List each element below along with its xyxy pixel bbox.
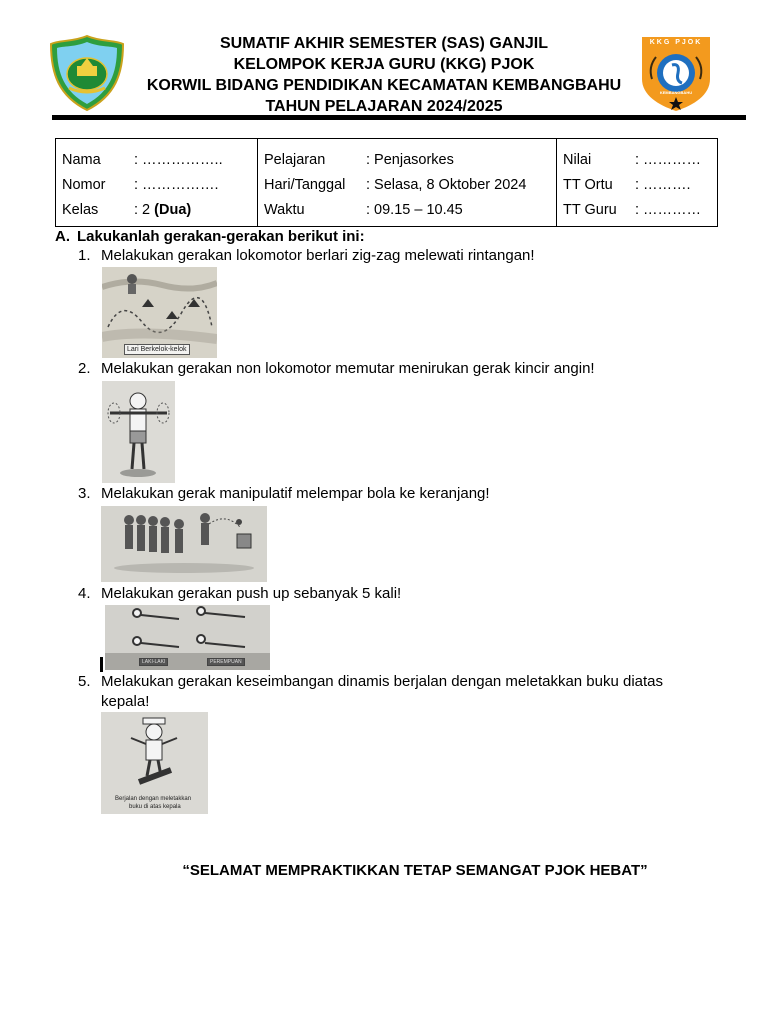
- header-line-4: TAHUN PELAJARAN 2024/2025: [265, 98, 503, 115]
- item-text: Melakukan gerakan push up sebanyak 5 kali!: [101, 585, 402, 602]
- header-line-1: SUMATIF AKHIR SEMESTER (SAS) GANJIL: [219, 35, 548, 52]
- nomor-label: Nomor: [62, 177, 106, 193]
- student-info-table: [55, 138, 718, 227]
- item-text-continuation: kepala!: [101, 693, 150, 710]
- item-number: 4.: [78, 585, 91, 602]
- kkg-pjok-logo-text: KKG PJOK: [649, 39, 703, 46]
- pelajaran-value: : Penjasorkes: [366, 152, 454, 168]
- hari-tanggal-label: Hari/Tanggal: [264, 177, 346, 193]
- exam-details-cell: [258, 139, 557, 227]
- student-identity-cell: [56, 139, 258, 227]
- section-heading: [55, 227, 365, 247]
- item-number: 3.: [78, 485, 91, 502]
- text-cursor-mark: [100, 657, 103, 672]
- nilai-field[interactable]: : …………: [635, 152, 702, 168]
- book-balance-caption-line-2: buku di atas kepala: [129, 804, 181, 810]
- kelas-value: : 2: [134, 202, 151, 218]
- pelajaran-label: Pelajaran: [264, 152, 326, 168]
- book-balance-caption-line-1: Berjalan dengan meletakkan: [115, 796, 192, 802]
- header-line-2: KELOMPOK KERJA GURU (KKG) PJOK: [233, 56, 535, 73]
- waktu-value: : 09.15 – 10.45: [366, 202, 463, 218]
- list-item: [78, 584, 401, 604]
- list-item: [78, 672, 663, 692]
- kelas-value-bold: (Dua): [154, 202, 192, 218]
- windmill-motion-illustration: [102, 381, 175, 483]
- zigzag-run-caption: Lari Berkelok-kelok: [124, 344, 190, 355]
- nama-label: Nama: [62, 152, 101, 168]
- kembangbahu-logo-text: KEMBANGBAHU: [659, 90, 693, 95]
- section-title: Lakukanlah gerakan-gerakan berikut ini:: [77, 228, 365, 245]
- item-number: 5.: [78, 673, 91, 690]
- zigzag-run-illustration: [102, 267, 217, 358]
- item-text: Melakukan gerakan keseimbangan dinamis berjalan dengan meletakkan buku diatas: [101, 673, 664, 690]
- book-balance-illustration: [101, 712, 208, 814]
- item-number: 1.: [78, 247, 91, 264]
- list-item: [78, 484, 490, 504]
- push-up-caption-left: LAKI-LAKI: [139, 658, 168, 666]
- item-text: Melakukan gerakan lokomotor berlari zig-zag melewati rintangan!: [101, 247, 535, 264]
- header-divider: [52, 115, 746, 120]
- tt-guru-label: TT Guru: [563, 202, 617, 218]
- waktu-label: Waktu: [264, 202, 305, 218]
- ball-throw-illustration: [101, 506, 267, 582]
- item-number: 2.: [78, 360, 91, 377]
- list-item: [78, 246, 535, 266]
- tt-ortu-label: TT Ortu: [563, 177, 613, 193]
- tt-guru-field[interactable]: : …………: [635, 202, 702, 218]
- nomor-field[interactable]: : …………….: [134, 177, 219, 193]
- push-up-caption-right: PEREMPUAN: [207, 658, 245, 666]
- kelas-label: Kelas: [62, 202, 99, 218]
- nilai-label: Nilai: [563, 152, 592, 168]
- section-letter: A.: [55, 228, 70, 245]
- tt-ortu-field[interactable]: : ……….: [635, 177, 691, 193]
- grading-cell: [557, 139, 718, 227]
- closing-message: “SELAMAT MEMPRAKTIKKAN TETAP SEMANGAT PJOK HEBAT”: [182, 862, 648, 879]
- nama-field[interactable]: : ……………..: [134, 152, 223, 168]
- item-text: Melakukan gerakan non lokomotor memutar menirukan gerak kincir angin!: [101, 360, 595, 377]
- push-up-illustration: [105, 605, 270, 670]
- header-line-3: KORWIL BIDANG PENDIDIKAN KECAMATAN KEMBANGBAHU: [146, 77, 622, 94]
- list-item: [78, 359, 595, 379]
- item-text: Melakukan gerak manipulatif melempar bola ke keranjang!: [101, 485, 490, 502]
- hari-tanggal-value: : Selasa, 8 Oktober 2024: [366, 177, 527, 193]
